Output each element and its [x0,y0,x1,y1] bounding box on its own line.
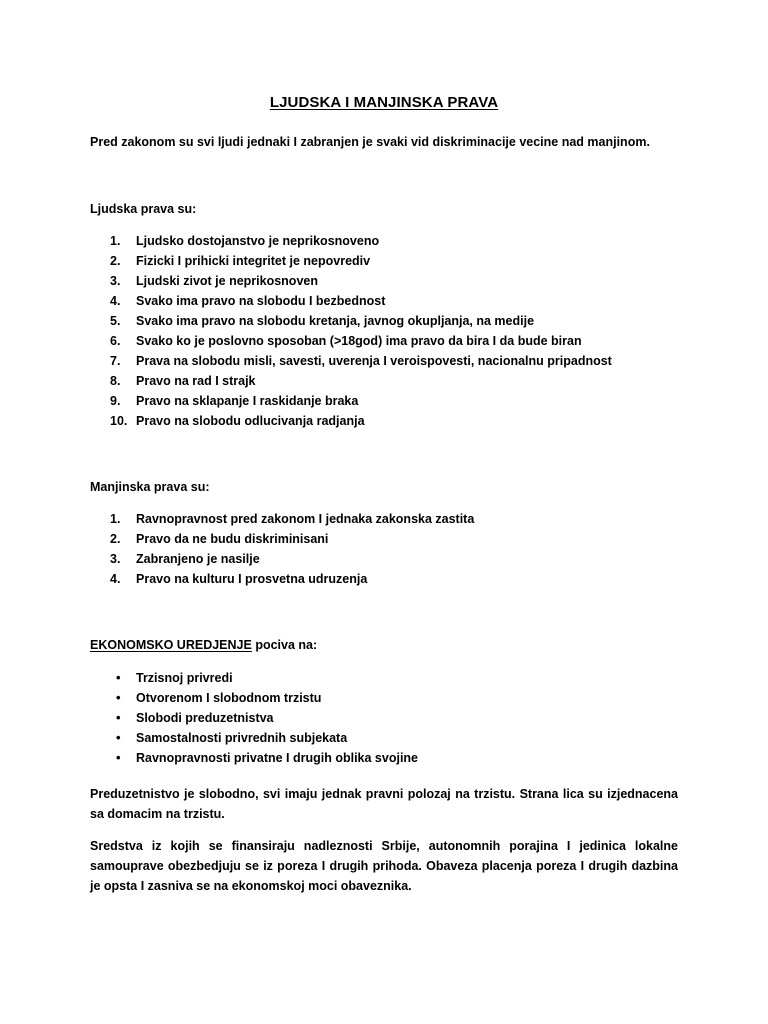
economy-heading-underlined: EKONOMSKO UREDJENJE [90,638,252,652]
list-item: 1. Ravnopravnost pred zakonom I jednaka zakonska zastita [110,512,475,526]
list-item: • Samostalnosti privrednih subjekata [90,728,418,748]
list-item: 10. Pravo na slobodu odlucivanja radjanja [110,414,365,428]
economy-heading-rest: pociva na: [251,638,318,652]
list-item: • Trzisnoj privredi [90,668,418,688]
list-item: 1. Ljudsko dostojanstvo je neprikosnoveno [110,234,380,248]
list-item: 7. Prava na slobodu misli, savesti, uverenja I veroispovesti, nacionalnu pripadnost [110,354,612,368]
list-item: • Slobodi preduzetnistva [90,708,418,728]
list-item: • Ravnopravnosti privatne I drugih oblika svojine [90,748,418,768]
human-rights-heading: Ljudska prava su: [90,202,197,216]
list-item: 3. Zabranjeno je nasilje [110,552,260,566]
minority-rights-list [90,509,474,589]
bullet-icon: • [116,750,121,765]
human-rights-list [90,231,612,431]
list-item: 2. Fizicki I prihicki integritet je nepovrediv [110,254,371,268]
minority-rights-heading: Manjinska prava su: [90,480,210,494]
bullet-icon: • [116,690,121,705]
list-item: 4. Pravo na kulturu I prosvetna udruzenja [110,572,368,586]
bullet-icon: • [116,670,121,685]
bullet-icon: • [116,730,121,745]
list-item: 3. Ljudski zivot je neprikosnoven [110,274,318,288]
list-item: 5. Svako ima pravo na slobodu kretanja, javnog okupljanja, na medije [110,314,535,328]
economy-bullet-list [90,668,418,768]
list-item: 2. Pravo da ne budu diskriminisani [110,532,329,546]
economy-paragraph-1: Preduzetnistvo je slobodno, svi imaju jednak pravni polozaj na trzistu. Strana lica su izjednacena sa domacim na trzistu. [90,787,678,821]
list-item: 8. Pravo na rad I strajk [110,374,256,388]
economy-paragraph-2: Sredstva iz kojih se finansiraju nadleznosti Srbije, autonomnih porajina I jedinica lokalne samouprave obezbedjuju se iz poreza I drugih prihoda. Obaveza placenja poreza I drugih dazbina je opsta I zasniva se na ekonomskoj moci obaveznika. [90,839,678,893]
list-item: 4. Svako ima pravo na slobodu I bezbednost [110,294,386,308]
intro-paragraph: Pred zakonom su svi ljudi jednaki I zabranjen je svaki vid diskriminacije vecine nad manjinom. [90,135,650,149]
bullet-icon: • [116,710,121,725]
list-item: 6. Svako ko je poslovno sposoban (>18god) ima pravo da bira I da bude biran [110,334,582,348]
list-item: 9. Pravo na sklapanje I raskidanje braka [110,394,359,408]
list-item: • Otvorenom I slobodnom trzistu [90,688,418,708]
economy-heading [90,635,678,655]
document-title: LJUDSKA I MANJINSKA PRAVA [269,94,499,111]
